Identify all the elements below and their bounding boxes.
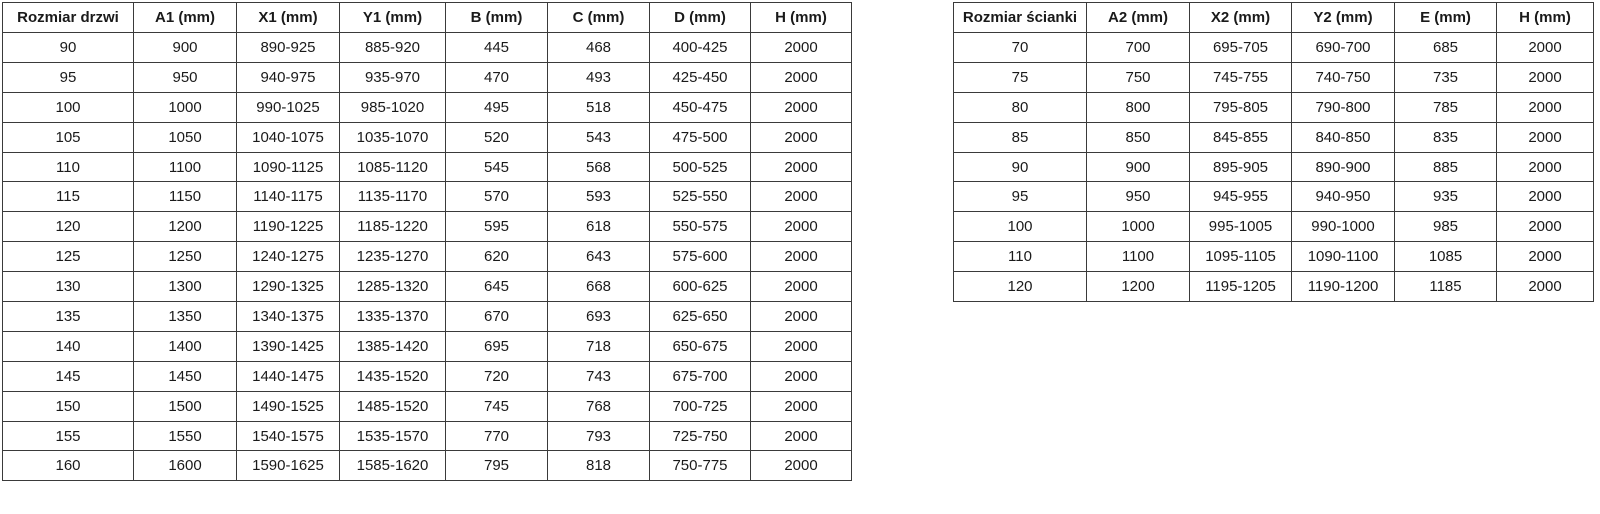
- table-cell: 2000: [1497, 212, 1594, 242]
- table-cell: 1250: [134, 242, 237, 272]
- table-cell: 2000: [751, 242, 852, 272]
- table-row: [3, 361, 852, 391]
- table-cell: 668: [548, 272, 650, 302]
- table-header-row: [954, 3, 1594, 33]
- table-cell: 750-775: [650, 451, 751, 481]
- table-cell: 70: [954, 33, 1087, 63]
- table-cell: 1350: [134, 302, 237, 332]
- table-row: [3, 451, 852, 481]
- table-cell: 768: [548, 391, 650, 421]
- table-cell: 1600: [134, 451, 237, 481]
- table-cell: 795-805: [1190, 92, 1292, 122]
- table-cell: 2000: [751, 212, 852, 242]
- table-cell: 990-1000: [1292, 212, 1395, 242]
- table-cell: 500-525: [650, 152, 751, 182]
- table-cell: 835: [1395, 122, 1497, 152]
- table-cell: 495: [446, 92, 548, 122]
- table-cell: 445: [446, 33, 548, 63]
- table-header-row: [3, 3, 852, 33]
- table-cell: 990-1025: [237, 92, 340, 122]
- table-cell: 900: [134, 33, 237, 63]
- table-cell: 90: [954, 152, 1087, 182]
- table-cell: 475-500: [650, 122, 751, 152]
- table-cell: 1085-1120: [340, 152, 446, 182]
- table-cell: 1190-1225: [237, 212, 340, 242]
- table-cell: 2000: [1497, 62, 1594, 92]
- table-cell: 818: [548, 451, 650, 481]
- table-cell: 518: [548, 92, 650, 122]
- table-row: [3, 242, 852, 272]
- table-cell: 75: [954, 62, 1087, 92]
- table-cell: 543: [548, 122, 650, 152]
- table-cell: 1190-1200: [1292, 272, 1395, 302]
- column-header: Rozmiar drzwi: [3, 3, 134, 33]
- table-cell: 675-700: [650, 361, 751, 391]
- table-cell: 725-750: [650, 421, 751, 451]
- table-cell: 2000: [751, 92, 852, 122]
- table-cell: 2000: [751, 182, 852, 212]
- table-cell: 643: [548, 242, 650, 272]
- table-cell: 1335-1370: [340, 302, 446, 332]
- table-row: [3, 302, 852, 332]
- table-cell: 2000: [751, 391, 852, 421]
- table-cell: 1440-1475: [237, 361, 340, 391]
- table-cell: 935-970: [340, 62, 446, 92]
- table-cell: 1535-1570: [340, 421, 446, 451]
- table-cell: 850: [1087, 122, 1190, 152]
- table-cell: 2000: [751, 62, 852, 92]
- table-cell: 1000: [1087, 212, 1190, 242]
- table-cell: 1200: [1087, 272, 1190, 302]
- table-cell: 1450: [134, 361, 237, 391]
- table-cell: 985-1020: [340, 92, 446, 122]
- table-cell: 2000: [1497, 182, 1594, 212]
- table-row: [954, 182, 1594, 212]
- table-cell: 2000: [751, 272, 852, 302]
- table-cell: 1135-1170: [340, 182, 446, 212]
- table-cell: 470: [446, 62, 548, 92]
- table-cell: 985: [1395, 212, 1497, 242]
- table-cell: 840-850: [1292, 122, 1395, 152]
- table-cell: 795: [446, 451, 548, 481]
- table-cell: 550-575: [650, 212, 751, 242]
- table-cell: 650-675: [650, 331, 751, 361]
- table-cell: 120: [3, 212, 134, 242]
- table-cell: 140: [3, 331, 134, 361]
- table-row: [3, 33, 852, 63]
- table-row: [3, 212, 852, 242]
- table-cell: 85: [954, 122, 1087, 152]
- door-size-table: [2, 2, 852, 481]
- table-cell: 1185: [1395, 272, 1497, 302]
- table-cell: 110: [954, 242, 1087, 272]
- table-cell: 145: [3, 361, 134, 391]
- table-row: [3, 182, 852, 212]
- table-cell: 1235-1270: [340, 242, 446, 272]
- table-row: [3, 331, 852, 361]
- table-row: [3, 272, 852, 302]
- table-cell: 940-975: [237, 62, 340, 92]
- column-header: Rozmiar ścianki: [954, 3, 1087, 33]
- table-cell: 793: [548, 421, 650, 451]
- column-header: Y1 (mm): [340, 3, 446, 33]
- table-cell: 1035-1070: [340, 122, 446, 152]
- table-cell: 1195-1205: [1190, 272, 1292, 302]
- table-cell: 743: [548, 361, 650, 391]
- table-cell: 900: [1087, 152, 1190, 182]
- table-cell: 950: [1087, 182, 1190, 212]
- table-cell: 2000: [751, 152, 852, 182]
- column-header: B (mm): [446, 3, 548, 33]
- table-cell: 770: [446, 421, 548, 451]
- table-cell: 1085: [1395, 242, 1497, 272]
- table-cell: 100: [3, 92, 134, 122]
- table-cell: 885-920: [340, 33, 446, 63]
- table-cell: 100: [954, 212, 1087, 242]
- column-header: X2 (mm): [1190, 3, 1292, 33]
- table-cell: 95: [954, 182, 1087, 212]
- column-header: Y2 (mm): [1292, 3, 1395, 33]
- table-cell: 645: [446, 272, 548, 302]
- table-cell: 1090-1125: [237, 152, 340, 182]
- table-cell: 885: [1395, 152, 1497, 182]
- table-row: [954, 212, 1594, 242]
- column-header: E (mm): [1395, 3, 1497, 33]
- table-cell: 120: [954, 272, 1087, 302]
- column-header: A1 (mm): [134, 3, 237, 33]
- table-cell: 1100: [1087, 242, 1190, 272]
- table-cell: 1400: [134, 331, 237, 361]
- table-cell: 570: [446, 182, 548, 212]
- column-header: X1 (mm): [237, 3, 340, 33]
- table-cell: 1485-1520: [340, 391, 446, 421]
- table-cell: 950: [134, 62, 237, 92]
- table-row: [3, 92, 852, 122]
- table-row: [954, 92, 1594, 122]
- table-cell: 1435-1520: [340, 361, 446, 391]
- table-cell: 2000: [751, 122, 852, 152]
- table-cell: 2000: [1497, 122, 1594, 152]
- table-cell: 1040-1075: [237, 122, 340, 152]
- table-cell: 620: [446, 242, 548, 272]
- table-cell: 735: [1395, 62, 1497, 92]
- table-cell: 545: [446, 152, 548, 182]
- table-cell: 1185-1220: [340, 212, 446, 242]
- table-cell: 125: [3, 242, 134, 272]
- table-cell: 493: [548, 62, 650, 92]
- table-cell: 1500: [134, 391, 237, 421]
- table-cell: 1550: [134, 421, 237, 451]
- table-cell: 995-1005: [1190, 212, 1292, 242]
- table-cell: 593: [548, 182, 650, 212]
- table-cell: 520: [446, 122, 548, 152]
- table-cell: 105: [3, 122, 134, 152]
- table-cell: 2000: [751, 451, 852, 481]
- table-row: [954, 242, 1594, 272]
- table-cell: 1385-1420: [340, 331, 446, 361]
- table-cell: 2000: [751, 421, 852, 451]
- table-cell: 2000: [1497, 272, 1594, 302]
- table-cell: 1290-1325: [237, 272, 340, 302]
- table-cell: 1490-1525: [237, 391, 340, 421]
- table-cell: 135: [3, 302, 134, 332]
- table-cell: 700: [1087, 33, 1190, 63]
- table-cell: 695-705: [1190, 33, 1292, 63]
- table-cell: 1150: [134, 182, 237, 212]
- table-row: [3, 391, 852, 421]
- table-row: [3, 62, 852, 92]
- table-cell: 2000: [751, 361, 852, 391]
- table-cell: 2000: [1497, 152, 1594, 182]
- table-cell: 625-650: [650, 302, 751, 332]
- table-cell: 1050: [134, 122, 237, 152]
- table-row: [3, 421, 852, 451]
- table-row: [954, 62, 1594, 92]
- table-cell: 790-800: [1292, 92, 1395, 122]
- table-cell: 110: [3, 152, 134, 182]
- table-row: [954, 122, 1594, 152]
- table-cell: 1200: [134, 212, 237, 242]
- table-cell: 150: [3, 391, 134, 421]
- table-cell: 1585-1620: [340, 451, 446, 481]
- table-cell: 1095-1105: [1190, 242, 1292, 272]
- table-cell: 618: [548, 212, 650, 242]
- table-cell: 95: [3, 62, 134, 92]
- column-header: C (mm): [548, 3, 650, 33]
- table-cell: 2000: [751, 302, 852, 332]
- table-cell: 745-755: [1190, 62, 1292, 92]
- table-cell: 945-955: [1190, 182, 1292, 212]
- table-cell: 1090-1100: [1292, 242, 1395, 272]
- table-cell: 2000: [751, 33, 852, 63]
- wall-panel-size-table: [953, 2, 1594, 302]
- table-cell: 155: [3, 421, 134, 451]
- table-cell: 745: [446, 391, 548, 421]
- table-cell: 1300: [134, 272, 237, 302]
- table-cell: 2000: [1497, 242, 1594, 272]
- table-cell: 1540-1575: [237, 421, 340, 451]
- table-row: [954, 272, 1594, 302]
- table-row: [954, 152, 1594, 182]
- table-cell: 1100: [134, 152, 237, 182]
- table-cell: 670: [446, 302, 548, 332]
- table-cell: 1340-1375: [237, 302, 340, 332]
- column-header: H (mm): [1497, 3, 1594, 33]
- column-header: D (mm): [650, 3, 751, 33]
- table-cell: 890-925: [237, 33, 340, 63]
- table-cell: 525-550: [650, 182, 751, 212]
- table-cell: 718: [548, 331, 650, 361]
- table-cell: 568: [548, 152, 650, 182]
- table-cell: 690-700: [1292, 33, 1395, 63]
- table-cell: 700-725: [650, 391, 751, 421]
- table-cell: 160: [3, 451, 134, 481]
- column-header: H (mm): [751, 3, 852, 33]
- table-cell: 940-950: [1292, 182, 1395, 212]
- table-cell: 1000: [134, 92, 237, 122]
- table-cell: 400-425: [650, 33, 751, 63]
- table-row: [3, 122, 852, 152]
- table-cell: 695: [446, 331, 548, 361]
- table-cell: 785: [1395, 92, 1497, 122]
- table-cell: 575-600: [650, 242, 751, 272]
- table-cell: 1390-1425: [237, 331, 340, 361]
- table-cell: 800: [1087, 92, 1190, 122]
- table-cell: 425-450: [650, 62, 751, 92]
- table-cell: 1285-1320: [340, 272, 446, 302]
- table-row: [954, 33, 1594, 63]
- table-cell: 1590-1625: [237, 451, 340, 481]
- table-cell: 595: [446, 212, 548, 242]
- table-cell: 685: [1395, 33, 1497, 63]
- table-cell: 2000: [751, 331, 852, 361]
- table-cell: 130: [3, 272, 134, 302]
- table-cell: 2000: [1497, 33, 1594, 63]
- table-cell: 845-855: [1190, 122, 1292, 152]
- table-row: [3, 152, 852, 182]
- table-cell: 693: [548, 302, 650, 332]
- table-cell: 80: [954, 92, 1087, 122]
- table-cell: 2000: [1497, 92, 1594, 122]
- table-cell: 1140-1175: [237, 182, 340, 212]
- column-header: A2 (mm): [1087, 3, 1190, 33]
- table-cell: 600-625: [650, 272, 751, 302]
- table-cell: 890-900: [1292, 152, 1395, 182]
- table-cell: 935: [1395, 182, 1497, 212]
- table-cell: 895-905: [1190, 152, 1292, 182]
- table-cell: 720: [446, 361, 548, 391]
- table-cell: 468: [548, 33, 650, 63]
- table-cell: 450-475: [650, 92, 751, 122]
- table-cell: 1240-1275: [237, 242, 340, 272]
- table-cell: 750: [1087, 62, 1190, 92]
- table-cell: 115: [3, 182, 134, 212]
- table-cell: 90: [3, 33, 134, 63]
- table-cell: 740-750: [1292, 62, 1395, 92]
